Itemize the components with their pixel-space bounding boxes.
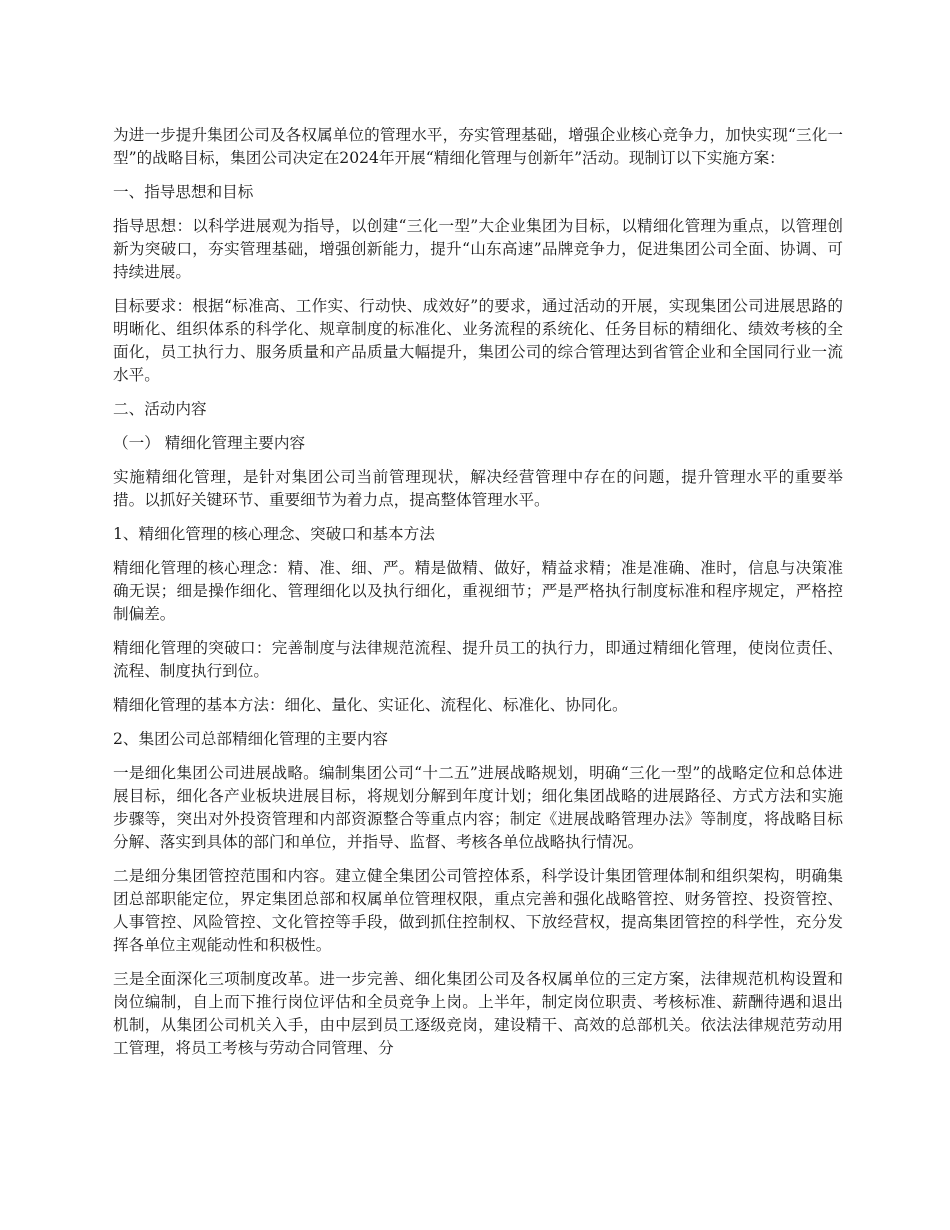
- system-reform-paragraph: 三是全面深化三项制度改革。进一步完善、细化集团公司及各权属单位的三定方案，法律规范机构设置和岗位编制，自上而下推行岗位评估和全员竞争上岗。上半年，制定岗位职责、考核标准、薪酬待遇和退出机制，从集团公司机关入手，由中层到员工逐级竞岗，建设精干、高效的总部机关。依法法律规范劳动用工管理，将员工考核与劳动合同管理、分: [113, 970, 843, 1057]
- section-heading-activity-content: 二、活动内容: [113, 400, 207, 418]
- basic-methods-paragraph: 精细化管理的基本方法：细化、量化、实证化、流程化、标准化、协同化。: [113, 696, 628, 714]
- section-heading-guiding-ideology: 一、指导思想和目标: [113, 183, 254, 201]
- core-concepts-paragraph: 精细化管理的核心理念：精、准、细、严。精是做精、做好，精益求精；准是准确、准时，信息与决策准确无误；细是操作细化、管理细化以及执行细化，重视细节；严是严格执行制度标准和程序规定，严格控制偏差。: [113, 559, 843, 623]
- target-requirements-paragraph: 目标要求：根据“标准高、工作实、行动快、成效好”的要求，通过活动的开展，实现集团公司进展思路的明晰化、组织体系的科学化、规章制度的标准化、业务流程的系统化、任务目标的精细化、绩效考核的全面化，员工执行力、服务质量和产品质量大幅提升，集团公司的综合管理达到省管企业和全国同行业一流水平。: [113, 297, 843, 384]
- guiding-ideology-paragraph: 指导思想：以科学进展观为指导，以创建“三化一型”大企业集团为目标，以精细化管理为重点，以管理创新为突破口，夯实管理基础，增强创新能力，提升“山东高速”品牌竞争力，促进集团公司全面、协调、可持续进展。: [113, 217, 843, 281]
- refined-management-intro-paragraph: 实施精细化管理，是针对集团公司当前管理现状，解决经营管理中存在的问题，提升管理水平的重要举措。以抓好关键环节、重要细节为着力点，提高整体管理水平。: [113, 468, 843, 509]
- intro-paragraph: 为进一步提升集团公司及各权属单位的管理水平，夯实管理基础，增强企业核心竞争力，加快实现“三化一型”的战略目标，集团公司决定在2024年开展“精细化管理与创新年”活动。现制订以下实施方案：: [113, 126, 843, 167]
- item-heading-headquarters-content: 2、集团公司总部精细化管理的主要内容: [113, 730, 389, 748]
- control-scope-paragraph: 二是细分集团管控范围和内容。建立健全集团公司管控体系，科学设计集团管理体制和组织架构，明确集团总部职能定位，界定集团总部和权属单位管理权限，重点完善和强化战略管控、财务管控、投资管控、人事管控、风险管控、文化管控等手段，做到抓住控制权、下放经营权，提高集团管控的科学性，充分发挥各单位主观能动性和积极性。: [113, 867, 843, 954]
- subsection-heading-refined-management: （一） 精细化管理主要内容: [113, 434, 306, 452]
- strategy-paragraph: 一是细化集团公司进展战略。编制集团公司“十二五”进展战略规划，明确“三化一型”的战略定位和总体进展目标，细化各产业板块进展目标，将规划分解到年度计划；细化集团战略的进展路径、方式方法和实施步骤等，突出对外投资管理和内部资源整合等重点内容；制定《进展战略管理办法》等制度，将战略目标分解、落实到具体的部门和单位，并指导、监督、考核各单位战略执行情况。: [113, 764, 843, 851]
- breakthrough-paragraph: 精细化管理的突破口：完善制度与法律规范流程、提升员工的执行力，即通过精细化管理，使岗位责任、流程、制度执行到位。: [113, 639, 843, 680]
- document-body: [113, 124, 843, 1071]
- item-heading-core-concepts: 1、精细化管理的核心理念、突破口和基本方法: [113, 525, 435, 543]
